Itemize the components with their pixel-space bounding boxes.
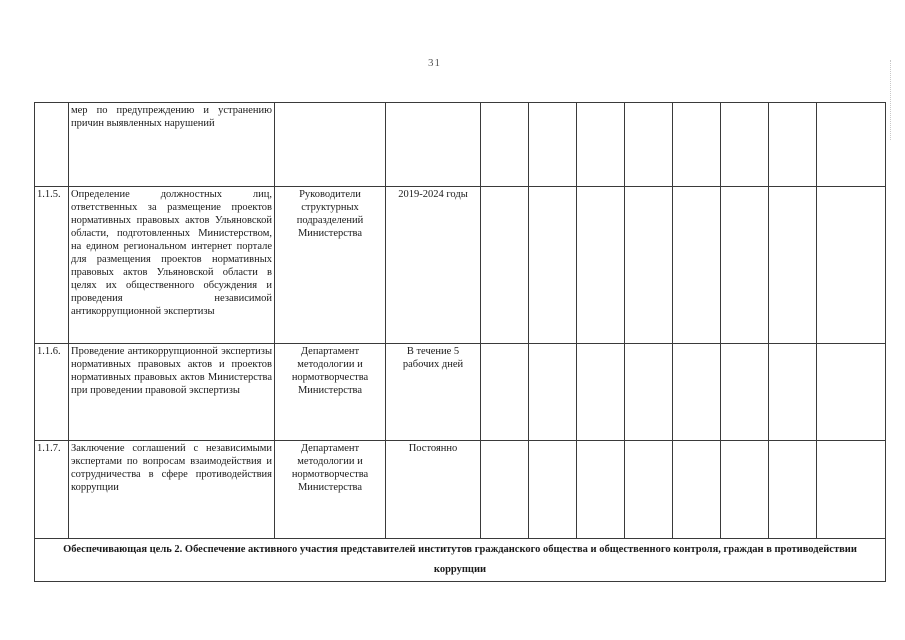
row-number: 1.1.7. — [35, 441, 69, 539]
empty-cell — [817, 344, 886, 441]
row-number: 1.1.5. — [35, 187, 69, 344]
empty-cell — [577, 441, 625, 539]
empty-cell — [673, 441, 721, 539]
empty-cell — [673, 187, 721, 344]
table-row — [35, 441, 886, 539]
row-number: 1.1.6. — [35, 344, 69, 441]
measure-text: Заключение соглашений с независимыми экспертами по вопросам взаимодействия и сотрудничества в сфере противодействия коррупции — [69, 441, 275, 539]
empty-cell — [481, 187, 529, 344]
measure-text: Определение должностных лиц, ответственных за размещение проектов нормативных правовых актов Ульяновской области, подготовленных Министерством, на едином региональном интернет портале для размещения проектов нормативных правовых актов Ульяновской области в целях их общественного обсуждения и проведения независимой антикоррупционной экспертизы — [69, 187, 275, 344]
empty-cell — [721, 344, 769, 441]
empty-cell — [625, 344, 673, 441]
empty-cell — [817, 441, 886, 539]
empty-cell — [721, 187, 769, 344]
empty-cell — [769, 441, 817, 539]
table-row — [35, 187, 886, 344]
empty-cell — [577, 344, 625, 441]
table-row — [35, 103, 886, 187]
row-number — [35, 103, 69, 187]
empty-cell — [769, 103, 817, 187]
responsible-text: Руководители структурных подразделений Министерства — [275, 187, 386, 344]
page-number: 31 — [428, 57, 441, 69]
empty-cell — [817, 103, 886, 187]
empty-cell — [625, 187, 673, 344]
responsible-text — [275, 103, 386, 187]
responsible-text: Департамент методологии и нормотворчества Министерства — [275, 344, 386, 441]
goal-heading: Обеспечивающая цель 2. Обеспечение активного участия представителей институтов гражданского общества и общественного контроля, граждан в противодействии коррупции — [35, 539, 886, 582]
measure-text: Проведение антикоррупционной экспертизы нормативных правовых актов и проектов нормативных правовых актов Министерства при проведении правовой экспертизы — [69, 344, 275, 441]
term-text — [386, 103, 481, 187]
responsible-text: Департамент методологии и нормотворчества Министерства — [275, 441, 386, 539]
empty-cell — [481, 441, 529, 539]
empty-cell — [817, 187, 886, 344]
empty-cell — [769, 344, 817, 441]
table-row — [35, 344, 886, 441]
empty-cell — [529, 441, 577, 539]
empty-cell — [625, 103, 673, 187]
empty-cell — [577, 103, 625, 187]
empty-cell — [721, 441, 769, 539]
empty-cell — [769, 187, 817, 344]
goal-row — [35, 539, 886, 582]
empty-cell — [529, 103, 577, 187]
empty-cell — [481, 344, 529, 441]
empty-cell — [481, 103, 529, 187]
empty-cell — [625, 441, 673, 539]
empty-cell — [577, 187, 625, 344]
empty-cell — [721, 103, 769, 187]
measure-text: мер по предупреждению и устранению причин выявленных нарушений — [69, 103, 275, 187]
term-text: 2019-2024 годы — [386, 187, 481, 344]
empty-cell — [673, 103, 721, 187]
measures-table — [34, 102, 886, 582]
term-text: Постоянно — [386, 441, 481, 539]
scan-edge-marks — [888, 60, 891, 140]
term-text: В течение 5 рабочих дней — [386, 344, 481, 441]
empty-cell — [529, 344, 577, 441]
empty-cell — [673, 344, 721, 441]
empty-cell — [529, 187, 577, 344]
